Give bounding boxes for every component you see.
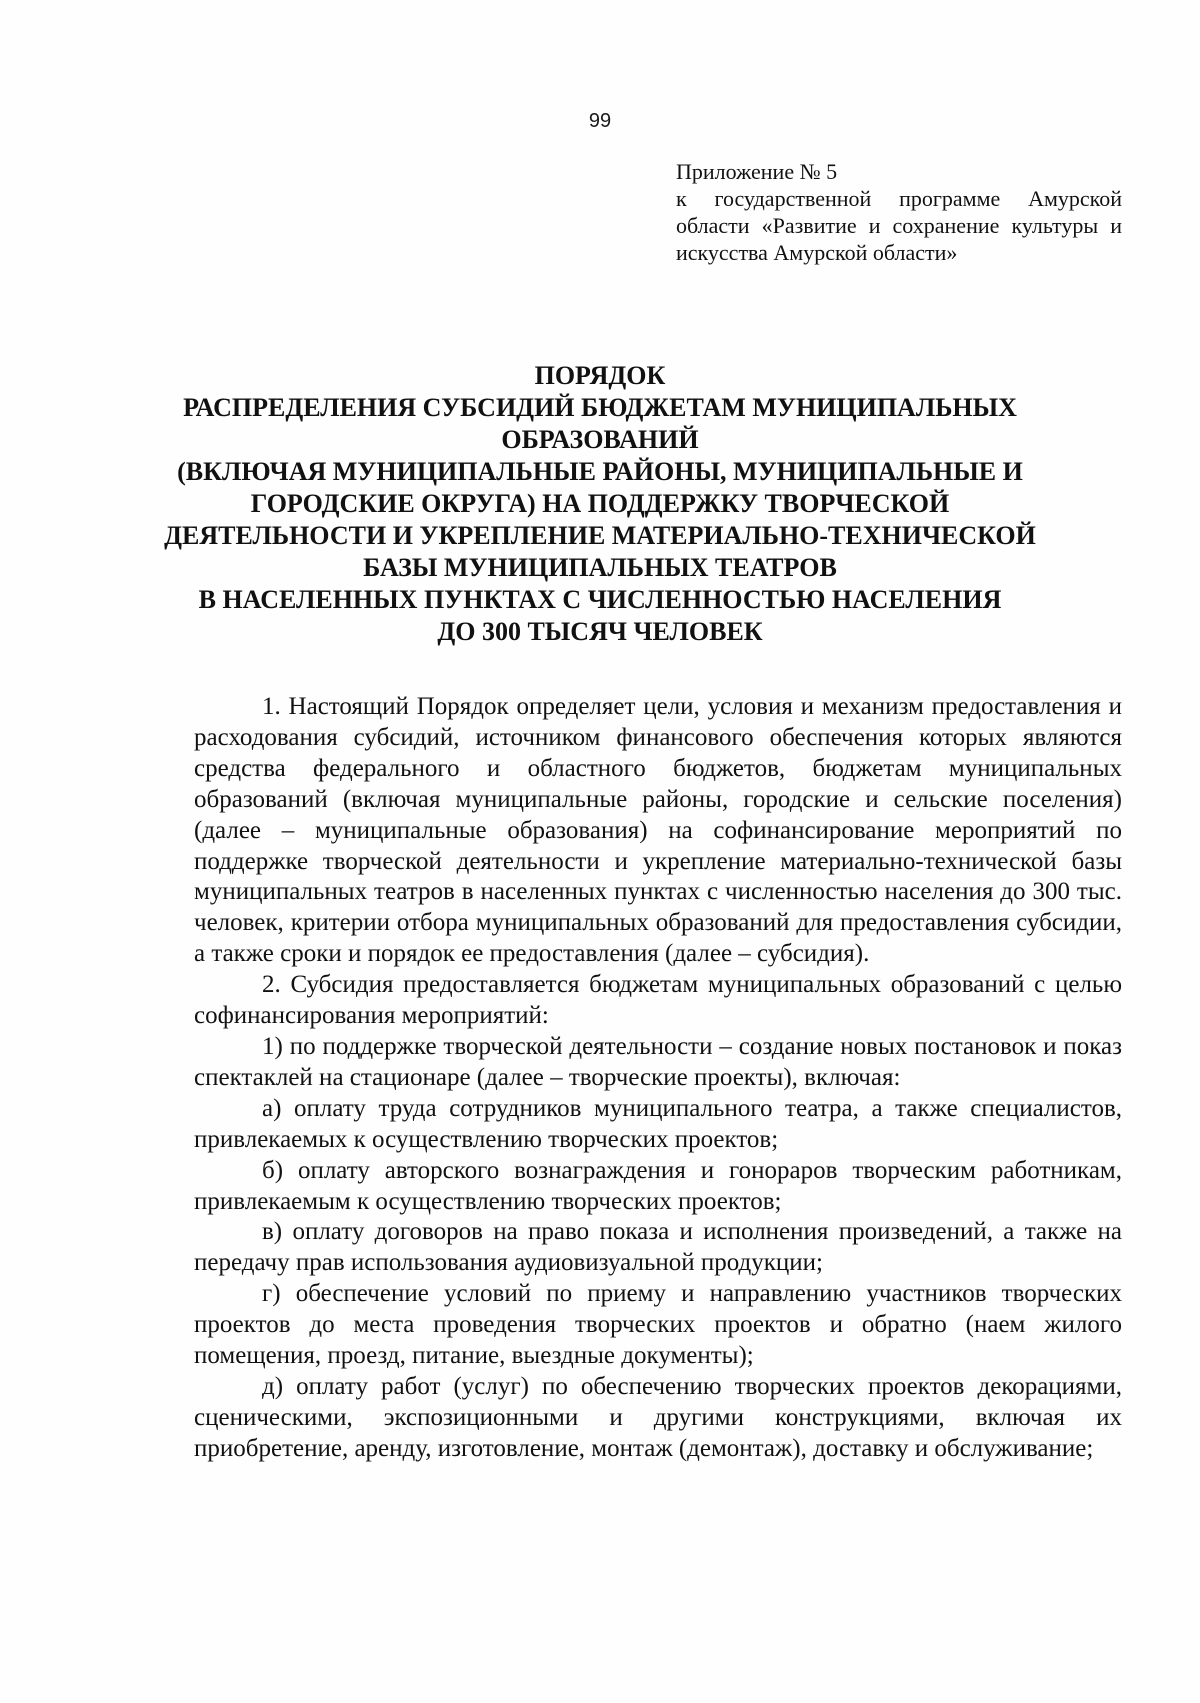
body-paragraph: 2. Субсидия предоставляется бюджетам муниципальных образований с целью софинансирования мероприятий: bbox=[194, 971, 1122, 1030]
document-body bbox=[194, 692, 1122, 1465]
title-line: ПОРЯДОК bbox=[534, 361, 666, 390]
title-line: РАСПРЕДЕЛЕНИЯ СУБСИДИЙ БЮДЖЕТАМ МУНИЦИПАЛЬНЫХ bbox=[183, 393, 1017, 422]
title-line: В НАСЕЛЕННЫХ ПУНКТАХ С ЧИСЛЕННОСТЬЮ НАСЕЛЕНИЯ bbox=[198, 585, 1002, 614]
title-line: БАЗЫ МУНИЦИПАЛЬНЫХ ТЕАТРОВ bbox=[363, 553, 837, 582]
body-paragraph: б) оплату авторского вознаграждения и гонораров творческим работникам, привлекаемым к осуществлению творческих проектов; bbox=[194, 1156, 1122, 1215]
body-paragraph: г) обеспечение условий по приему и направлению участников творческих проектов до места проведения творческих проектов и обратно (наем жилого помещения, проезд, питание, выездные документы); bbox=[194, 1280, 1122, 1370]
appendix-line: области «Развитие и сохранение культуры и bbox=[676, 213, 1122, 238]
title-line: ДЕЯТЕЛЬНОСТИ И УКРЕПЛЕНИЕ МАТЕРИАЛЬНО-ТЕХНИЧЕСКОЙ bbox=[164, 521, 1036, 550]
body-paragraph: 1) по поддержке творческой деятельности – создание новых постановок и показ спектаклей на стационаре (далее – творческие проекты), включая: bbox=[194, 1032, 1122, 1091]
appendix-line: искусства Амурской области» bbox=[676, 240, 958, 265]
body-paragraph: а) оплату труда сотрудников муниципального театра, а также специалистов, привлекаемых к осуществлению творческих проектов; bbox=[194, 1094, 1122, 1153]
page-number: 99 bbox=[588, 110, 612, 132]
title-line: ОБРАЗОВАНИЙ bbox=[501, 425, 699, 454]
title-line: ГОРОДСКИЕ ОКРУГА) НА ПОДДЕРЖКУ ТВОРЧЕСКОЙ bbox=[250, 489, 950, 518]
title-line: (ВКЛЮЧАЯ МУНИЦИПАЛЬНЫЕ РАЙОНЫ, МУНИЦИПАЛЬНЫЕ И bbox=[177, 457, 1023, 486]
appendix-header bbox=[676, 158, 1122, 266]
body-paragraph: 1. Настоящий Порядок определяет цели, условия и механизм предоставления и расходования субсидий, источником финансового обеспечения которых являются средства федерального и областного бюджетов, бюджетам муниципальных образований (включая муниципальные районы, городские и сельские поселения) (далее – муниципальные образования) на софинансирование мероприятий по поддержке творческой деятельности и укрепление материально-технической базы муниципальных театров в населенных пунктах с численностью населения до 300 тыс. человек, критерии отбора муниципальных образований для предоставления субсидии, а также сроки и порядок ее предоставления (далее – субсидия). bbox=[194, 693, 1122, 968]
appendix-line: Приложение № 5 bbox=[676, 159, 838, 184]
document-title bbox=[150, 360, 1050, 648]
body-paragraph: д) оплату работ (услуг) по обеспечению творческих проектов декорациями, сценическими, экспозиционными и другими конструкциями, включая их приобретение, аренду, изготовление, монтаж (демонтаж), доставку и обслуживание; bbox=[194, 1372, 1122, 1462]
body-paragraph: в) оплату договоров на право показа и исполнения произведений, а также на передачу прав использования аудиовизуальной продукции; bbox=[194, 1218, 1122, 1277]
appendix-line: к государственной программе Амурской bbox=[676, 186, 1122, 211]
title-line: ДО 300 ТЫСЯЧ ЧЕЛОВЕК bbox=[437, 617, 763, 646]
